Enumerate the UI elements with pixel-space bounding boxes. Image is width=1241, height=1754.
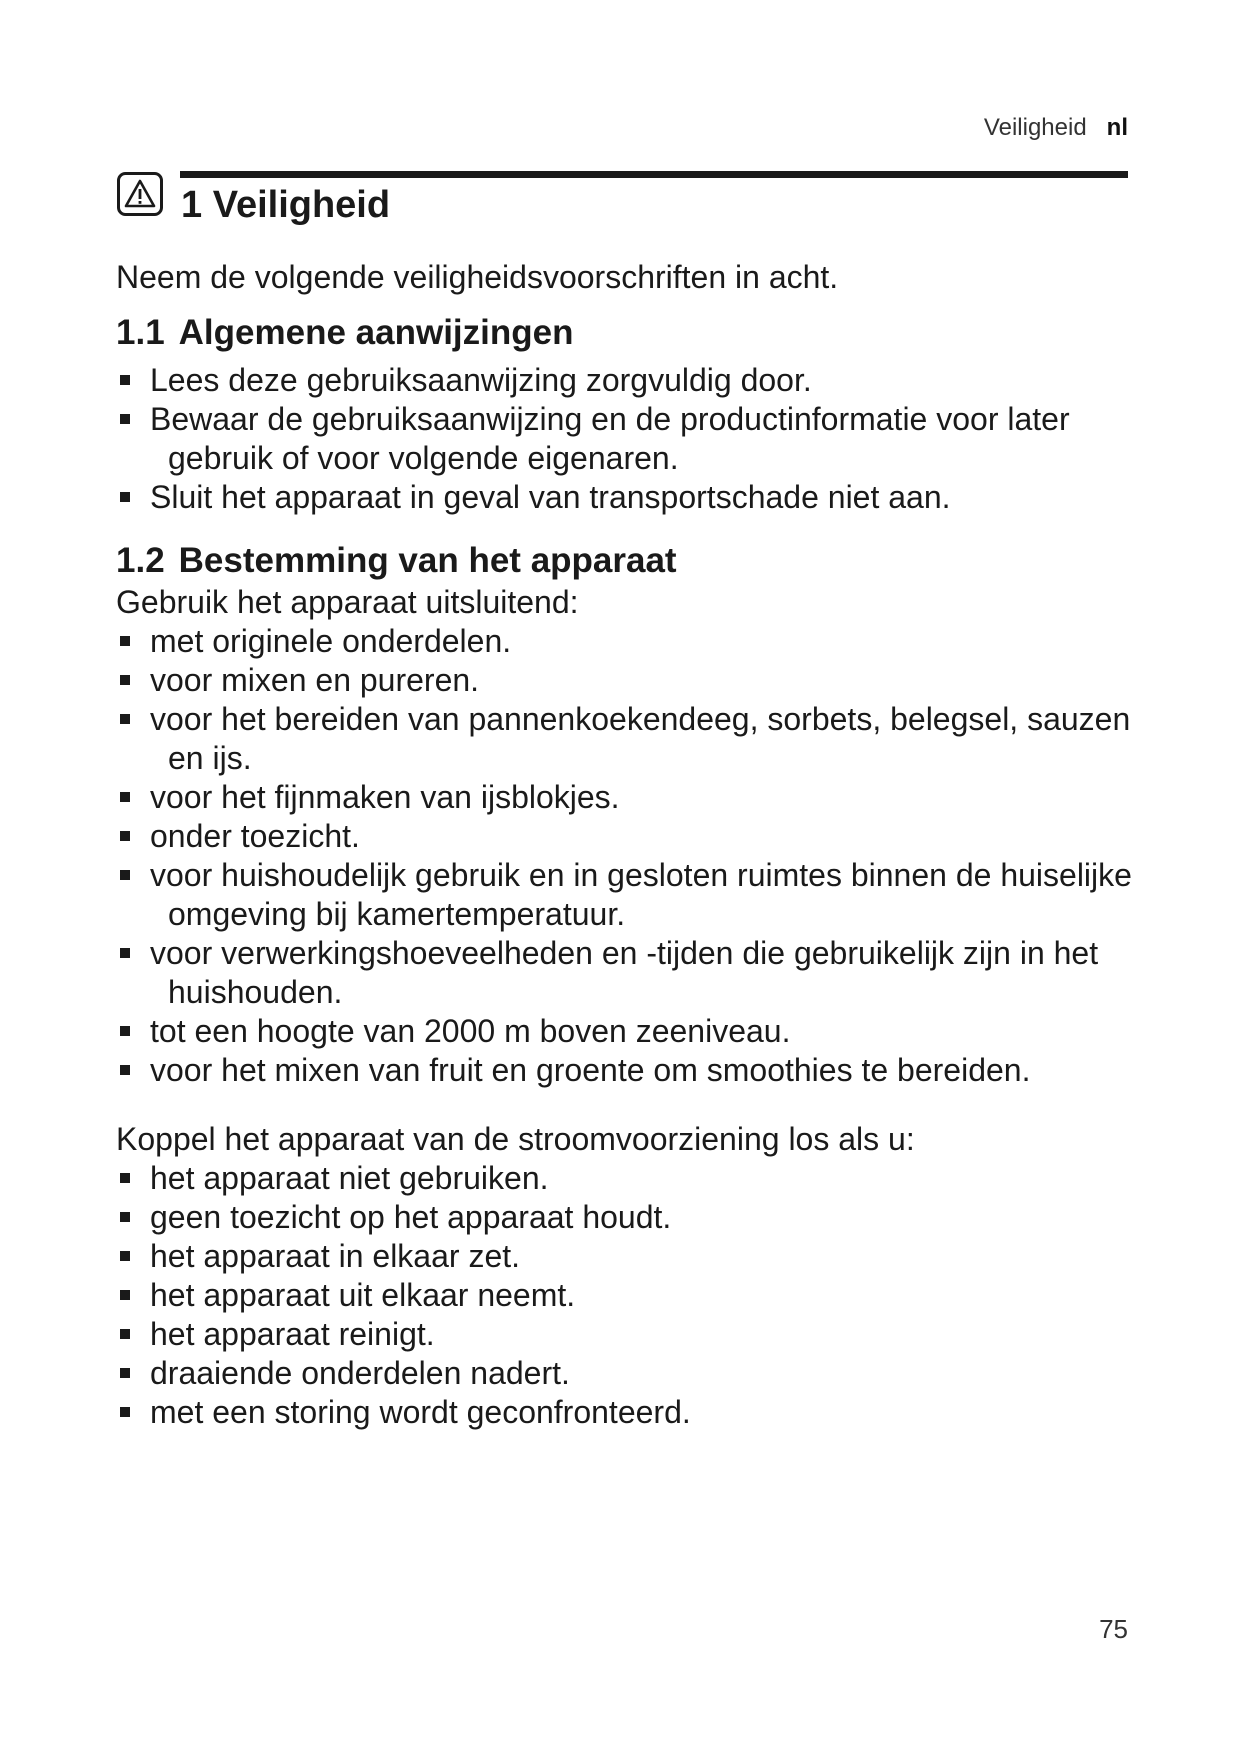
section-heading: [116, 311, 1136, 355]
list-item: het apparaat in elkaar zet.: [116, 1237, 1136, 1276]
list-item: Lees deze gebruiksaanwijzing zorgvuldig door.: [116, 361, 1136, 400]
page-number: 75: [1099, 1614, 1128, 1644]
chapter-intro: Neem de volgende veiligheidsvoorschriften in acht.: [116, 259, 839, 295]
header-lang: nl: [1106, 114, 1128, 141]
general-instructions-list: [116, 361, 1136, 517]
list-item: draaiende onderdelen nadert.: [116, 1354, 1136, 1393]
section-title: Bestemming van het apparaat: [178, 541, 677, 580]
list-item: voor mixen en pureren.: [116, 661, 1136, 700]
list-item: Sluit het apparaat in geval van transportschade niet aan.: [116, 478, 1136, 517]
section-heading: [116, 539, 1136, 583]
list-item: voor het fijnmaken van ijsblokjes.: [116, 778, 1136, 817]
usage-lead: Gebruik het apparaat uitsluitend:: [116, 584, 579, 620]
page-content: [116, 258, 1136, 1432]
disconnect-lead: Koppel het apparaat van de stroomvoorziening los als u:: [116, 1121, 915, 1157]
list-item: met originele onderdelen.: [116, 622, 1136, 661]
list-item: het apparaat niet gebruiken.: [116, 1159, 1136, 1198]
list-item: voor huishoudelijk gebruik en in gesloten ruimtes binnen de huiselijke omgeving bij kamertemperatuur.: [116, 856, 1136, 934]
section-number: 1.2: [116, 541, 165, 580]
section-number: 1.1: [116, 313, 165, 352]
list-item: voor het bereiden van pannenkoekendeeg, sorbets, belegsel, sauzen en ijs.: [116, 700, 1136, 778]
list-item: geen toezicht op het apparaat houdt.: [116, 1198, 1136, 1237]
list-item: met een storing wordt geconfronteerd.: [116, 1393, 1136, 1432]
header-section: Veiligheid: [983, 114, 1087, 141]
chapter-title: 1 Veiligheid: [181, 184, 391, 226]
list-item: het apparaat reinigt.: [116, 1315, 1136, 1354]
list-item: Bewaar de gebruiksaanwijzing en de productinformatie voor later gebruik of voor volgende eigenaren.: [116, 400, 1136, 478]
warning-icon: [117, 172, 163, 216]
section-title: Algemene aanwijzingen: [178, 313, 574, 352]
chapter-rule: [180, 171, 1128, 178]
intended-use-list: [116, 622, 1136, 1090]
running-header: [984, 114, 1128, 142]
list-item: het apparaat uit elkaar neemt.: [116, 1276, 1136, 1315]
disconnect-list: [116, 1159, 1136, 1432]
list-item: voor verwerkingshoeveelheden en -tijden die gebruikelijk zijn in het huishouden.: [116, 934, 1136, 1012]
list-item: onder toezicht.: [116, 817, 1136, 856]
list-item: tot een hoogte van 2000 m boven zeeniveau.: [116, 1012, 1136, 1051]
list-item: voor het mixen van fruit en groente om smoothies te bereiden.: [116, 1051, 1136, 1090]
